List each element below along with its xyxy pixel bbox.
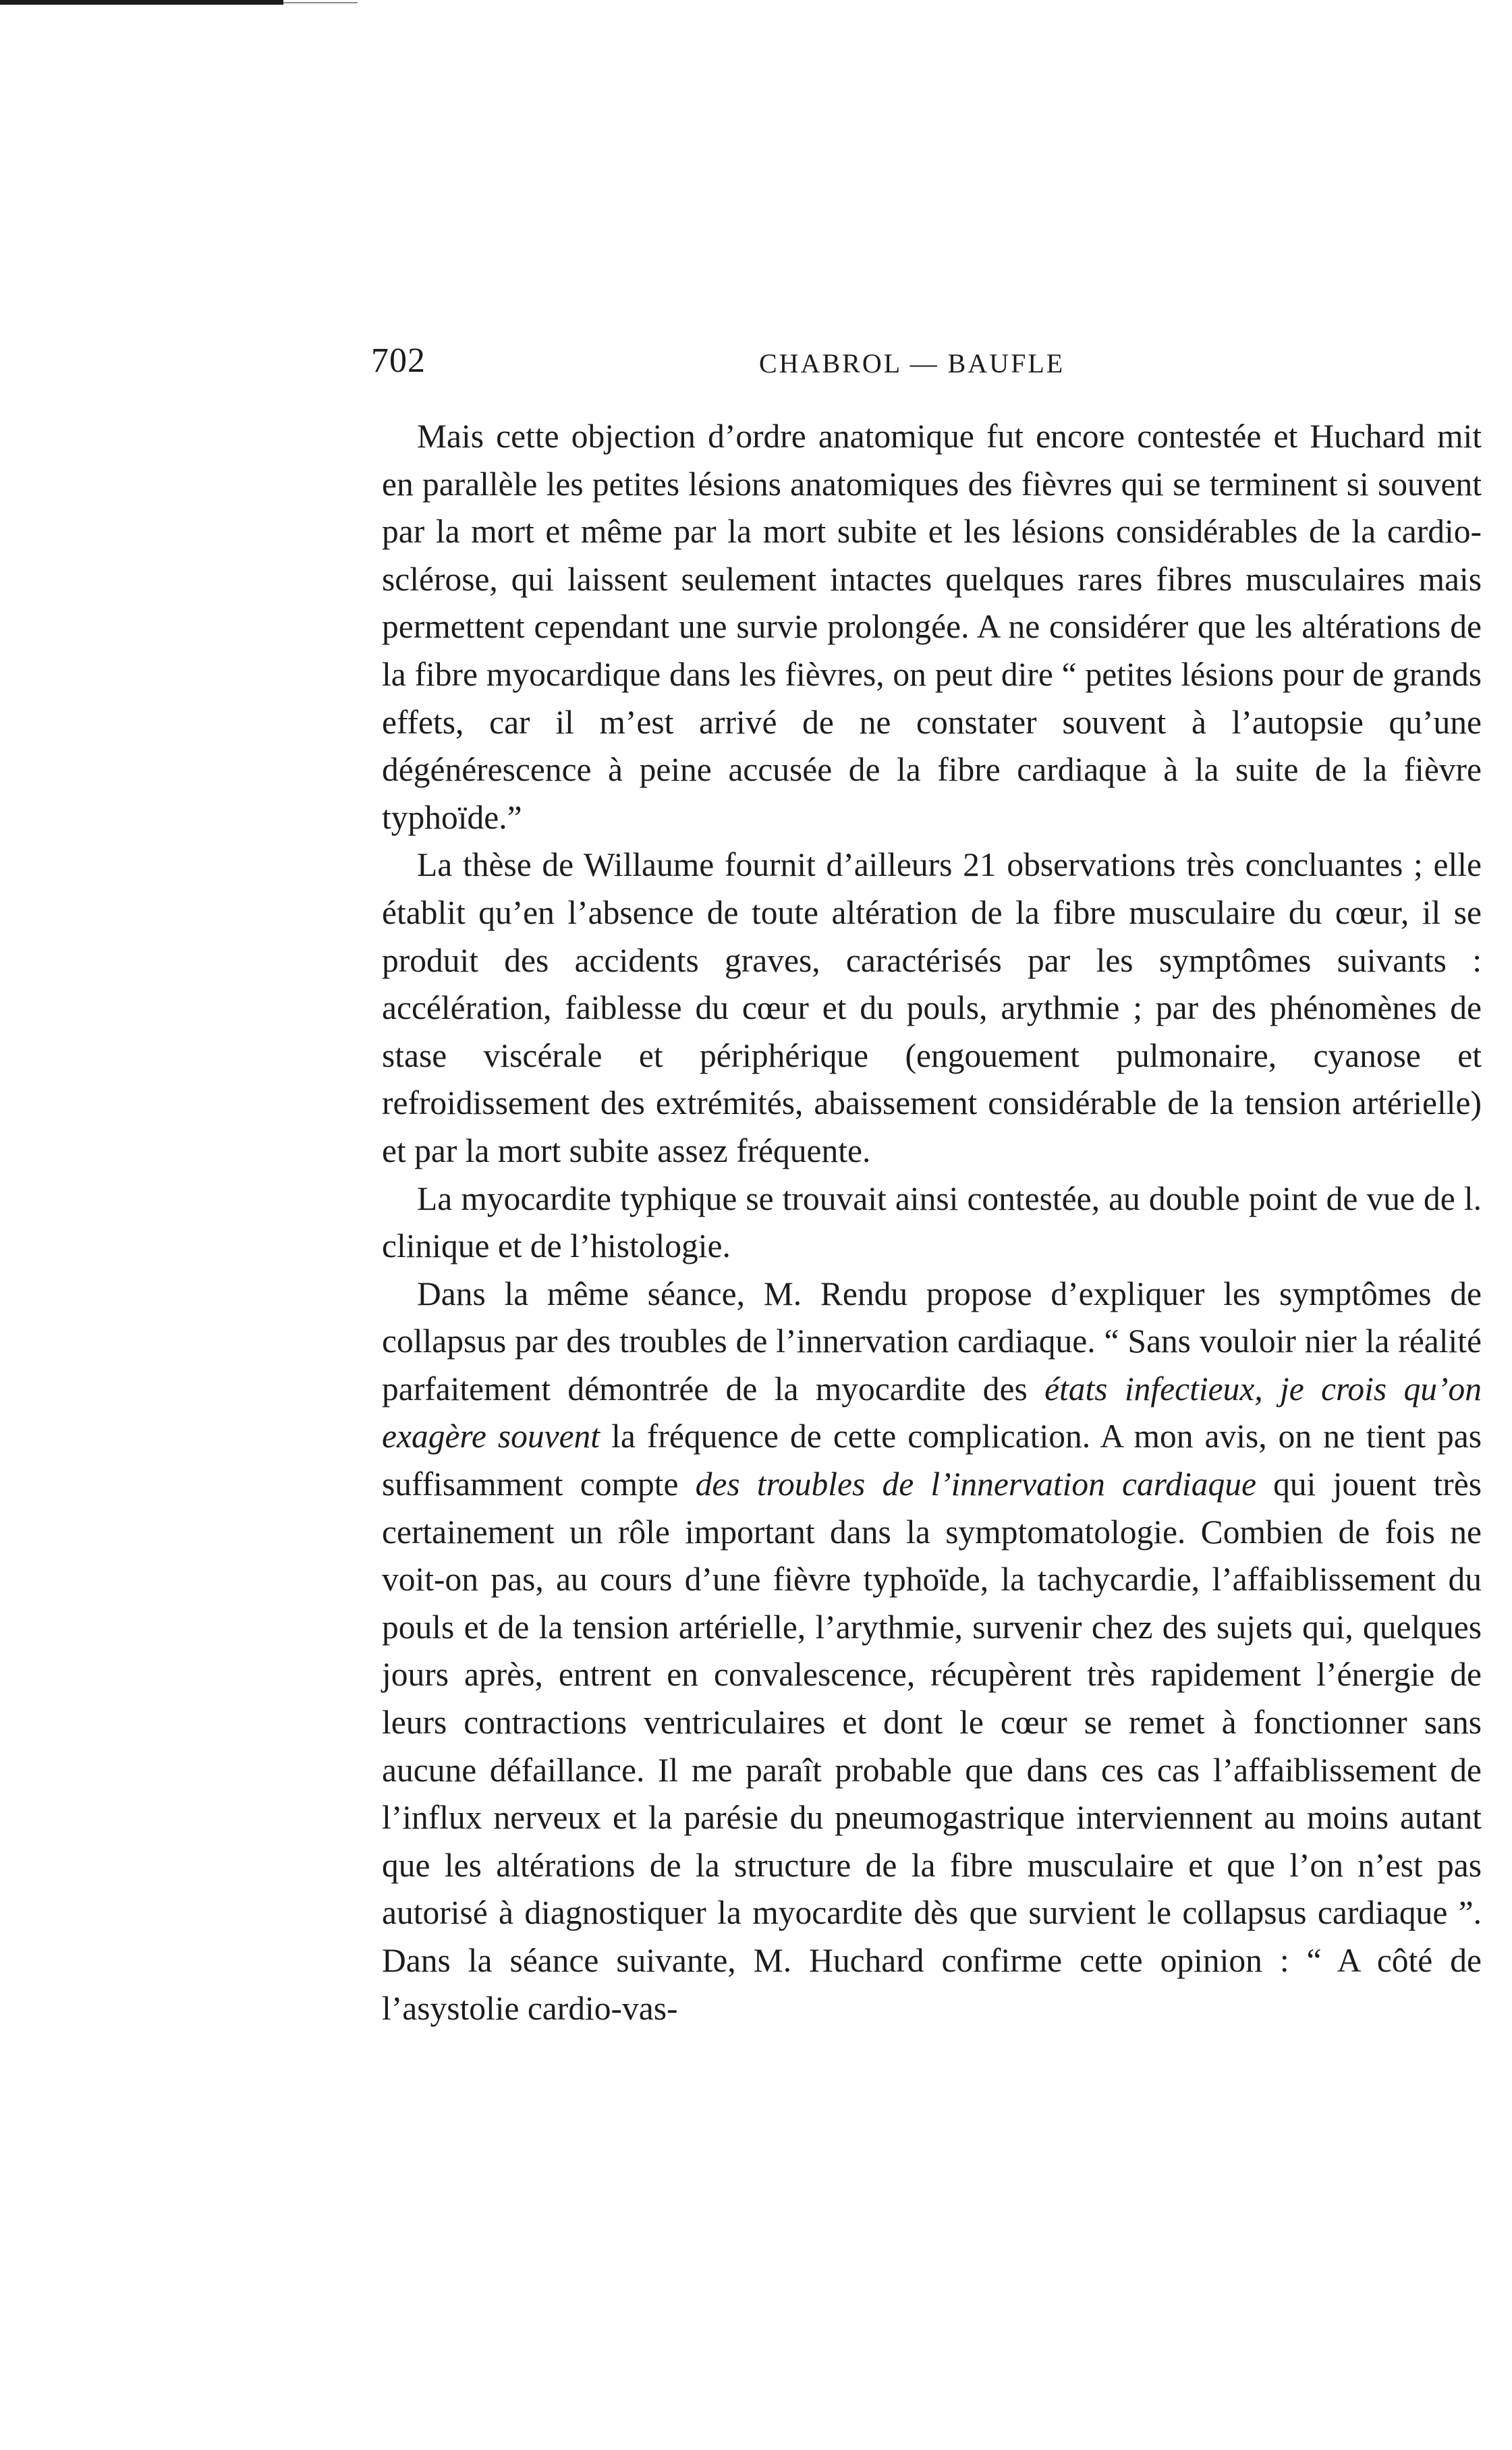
paragraph-4 (382, 1271, 1482, 2033)
running-head: CHABROL — BAUFLE (759, 348, 1065, 379)
paragraph-2: La thèse de Willaume fournit d’ailleurs 21 observations très concluantes ; elle établit qu’en l’absence de toute altération de la fibre musculaire du cœur, il se produit des accidents graves, caractérisés par les symptômes suivants : accélération, faiblesse du cœur et du pouls, arythmie ; par des phénomènes de stase viscérale et périphérique (engouement pulmonaire, cyanose et refroidissement des extrémités, abaissement considérable de la tension artérielle) et par la mort subite assez fréquente. (382, 846, 1482, 1169)
paragraph-4-text-a: Dans la même séance, M. Rendu propose d’expliquer les symptômes de collapsus par des troubles de l’innervation cardiaque. “ Sans vouloir nier la réalité parfaitement démontrée de la myocardite des (382, 1275, 1482, 1408)
paragraph-4-text-c: qui jouent très certainement un rôle important dans la symptomatologie. Combien de fois ne voit-on pas, au cours d’une fièvre typhoïde, la tachycardie, l’affaiblissement du pouls et de la tension artérielle, l’arythmie, survenir chez des sujets qui, quelques jours après, entrent en convalescence, récupèrent très rapidement l’énergie de leurs contractions ventriculaires et dont le cœur se remet à fonctionner sans aucune défaillance. Il me paraît probable que dans ces cas l’affaiblissement de l’influx nerveux et la parésie du pneumogastrique interviennent au moins autant que les altérations de la structure de la fibre musculaire et que l’on n’est pas autorisé à diagnostiquer la myocardite dès que survient le collapsus cardiaque ”. Dans la séance suivante, M. Huchard confirme cette opinion : “ A côté de l’asystolie cardio-vas- (382, 1466, 1482, 2027)
page-header (371, 341, 1484, 388)
paragraph-3: La myocardite typhique se trouvait ainsi contestée, au double point de vue de l. clinique et de l’histologie. (382, 1179, 1482, 1265)
top-rule-thin (283, 2, 358, 3)
paragraph-1: Mais cette objection d’ordre anatomique fut encore contestée et Huchard mit en parallèle les petites lésions anatomiques des fièvres qui se terminent si souvent par la mort et même par la mort subite et les lésions considérables de la cardio-sclérose, qui laissent seulement intactes quelques rares fibres musculaires mais permettent cependant une survie prolongée. A ne considérer que les altérations de la fibre myocardique dans les fièvres, on peut dire “ petites lésions pour de grands effets, car il m’est arrivé de ne constater souvent à l’autopsie qu’une dégénérescence à peine accusée de la fibre cardiaque à la suite de la fièvre typhoïde.” (382, 418, 1482, 836)
paragraph-4-italic-b: des troubles de l’innervation cardiaque (695, 1466, 1256, 1503)
page-number: 702 (371, 341, 426, 380)
paragraph-4-italic-a: états infectieux, je crois qu’on exagère souvent (382, 1370, 1482, 1455)
body-text (382, 413, 1482, 2032)
top-rule (0, 0, 283, 5)
paragraph-4-text-b: la fréquence de cette complication. A mon avis, on ne tient pas suffisamment compte (382, 1418, 1482, 1503)
